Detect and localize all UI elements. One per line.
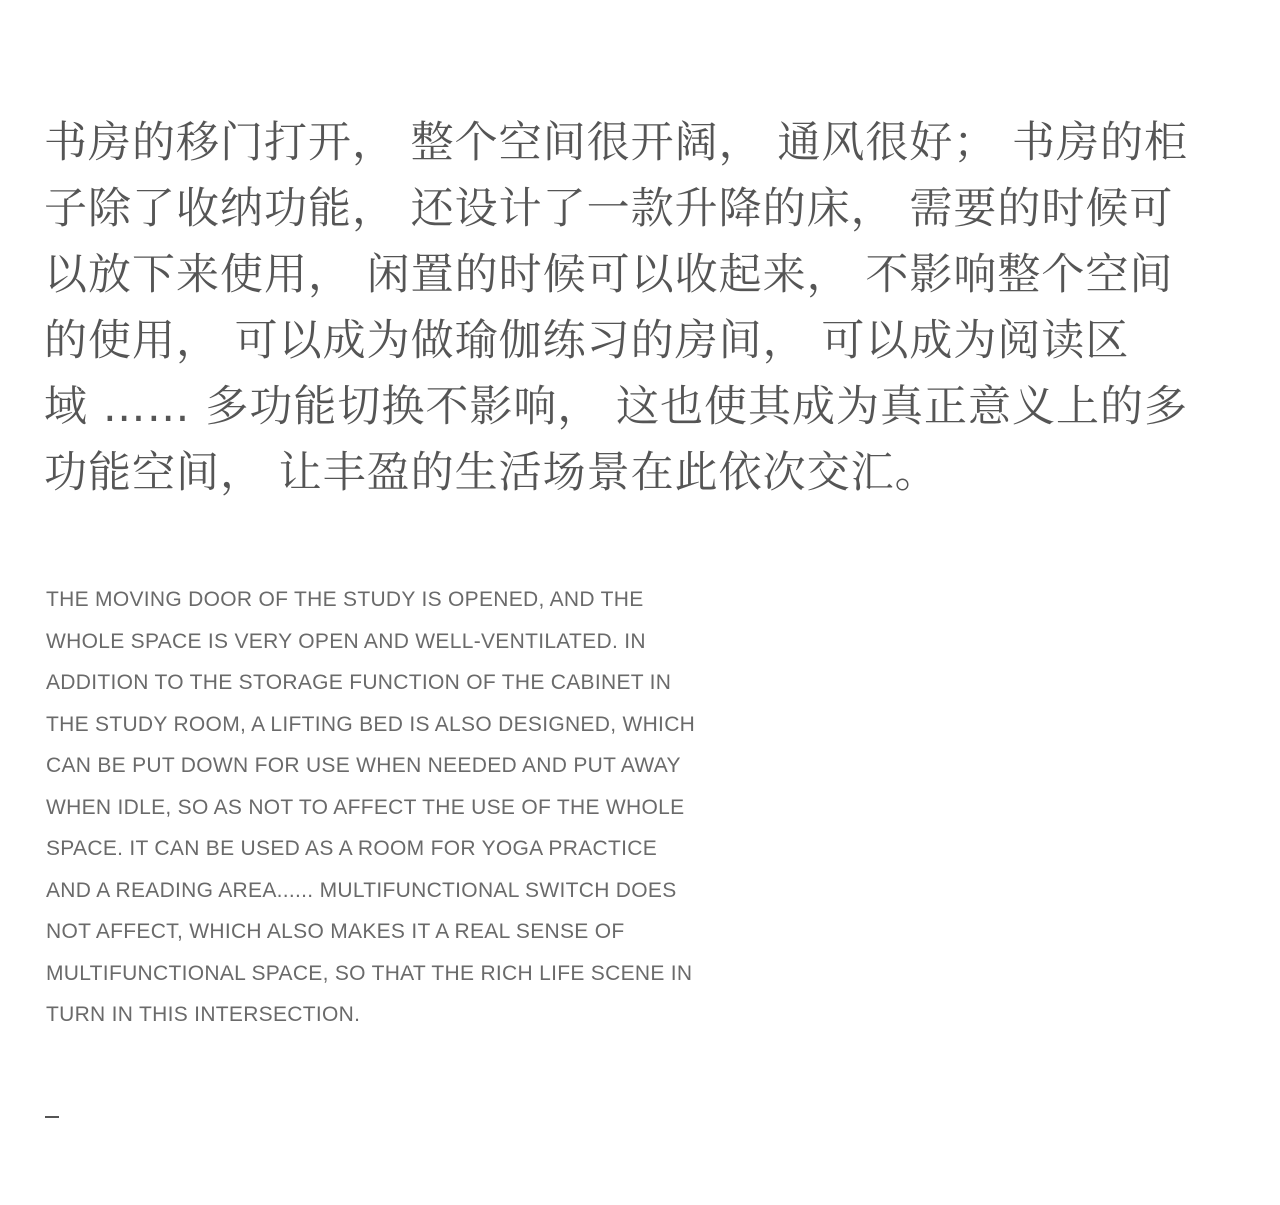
english-line: AND A READING AREA...... MULTIFUNCTIONAL SWITCH DOES xyxy=(46,878,677,902)
chinese-line: 域 …… 多功能切换不影响， 这也使其成为真正意义上的多 xyxy=(44,382,1189,432)
chinese-line: 的使用， 可以成为做瑜伽练习的房间， 可以成为阅读区 xyxy=(44,316,1130,366)
chinese-paragraph xyxy=(44,110,1244,506)
english-paragraph xyxy=(46,579,806,1036)
english-line: MULTIFUNCTIONAL SPACE, SO THAT THE RICH LIFE SCENE IN xyxy=(46,961,693,985)
divider-dash xyxy=(45,1116,59,1118)
english-line: CAN BE PUT DOWN FOR USE WHEN NEEDED AND PUT AWAY xyxy=(46,754,681,777)
english-line: THE MOVING DOOR OF THE STUDY IS OPENED, AND THE xyxy=(46,588,644,611)
english-line: WHEN IDLE, SO AS NOT TO AFFECT THE USE OF THE WHOLE xyxy=(46,795,685,819)
english-line: NOT AFFECT, WHICH ALSO MAKES IT A REAL SENSE OF xyxy=(46,920,625,943)
english-line: TURN IN THIS INTERSECTION. xyxy=(46,1003,361,1026)
chinese-line: 子除了收纳功能， 还设计了一款升降的床， 需要的时候可 xyxy=(44,184,1174,234)
chinese-line: 功能空间， 让丰盈的生活场景在此依次交汇。 xyxy=(44,448,939,498)
english-line: SPACE. IT CAN BE USED AS A ROOM FOR YOGA PRACTICE xyxy=(46,837,658,860)
english-line: WHOLE SPACE IS VERY OPEN AND WELL-VENTILATED. IN xyxy=(46,629,646,653)
english-line: ADDITION TO THE STORAGE FUNCTION OF THE CABINET IN xyxy=(46,671,672,694)
chinese-line: 以放下来使用， 闲置的时候可以收起来， 不影响整个空间 xyxy=(44,250,1174,300)
chinese-line: 书房的移门打开， 整个空间很开阔， 通风很好； 书房的柜 xyxy=(44,118,1189,168)
english-line: THE STUDY ROOM, A LIFTING BED IS ALSO DESIGNED, WHICH xyxy=(46,712,696,736)
